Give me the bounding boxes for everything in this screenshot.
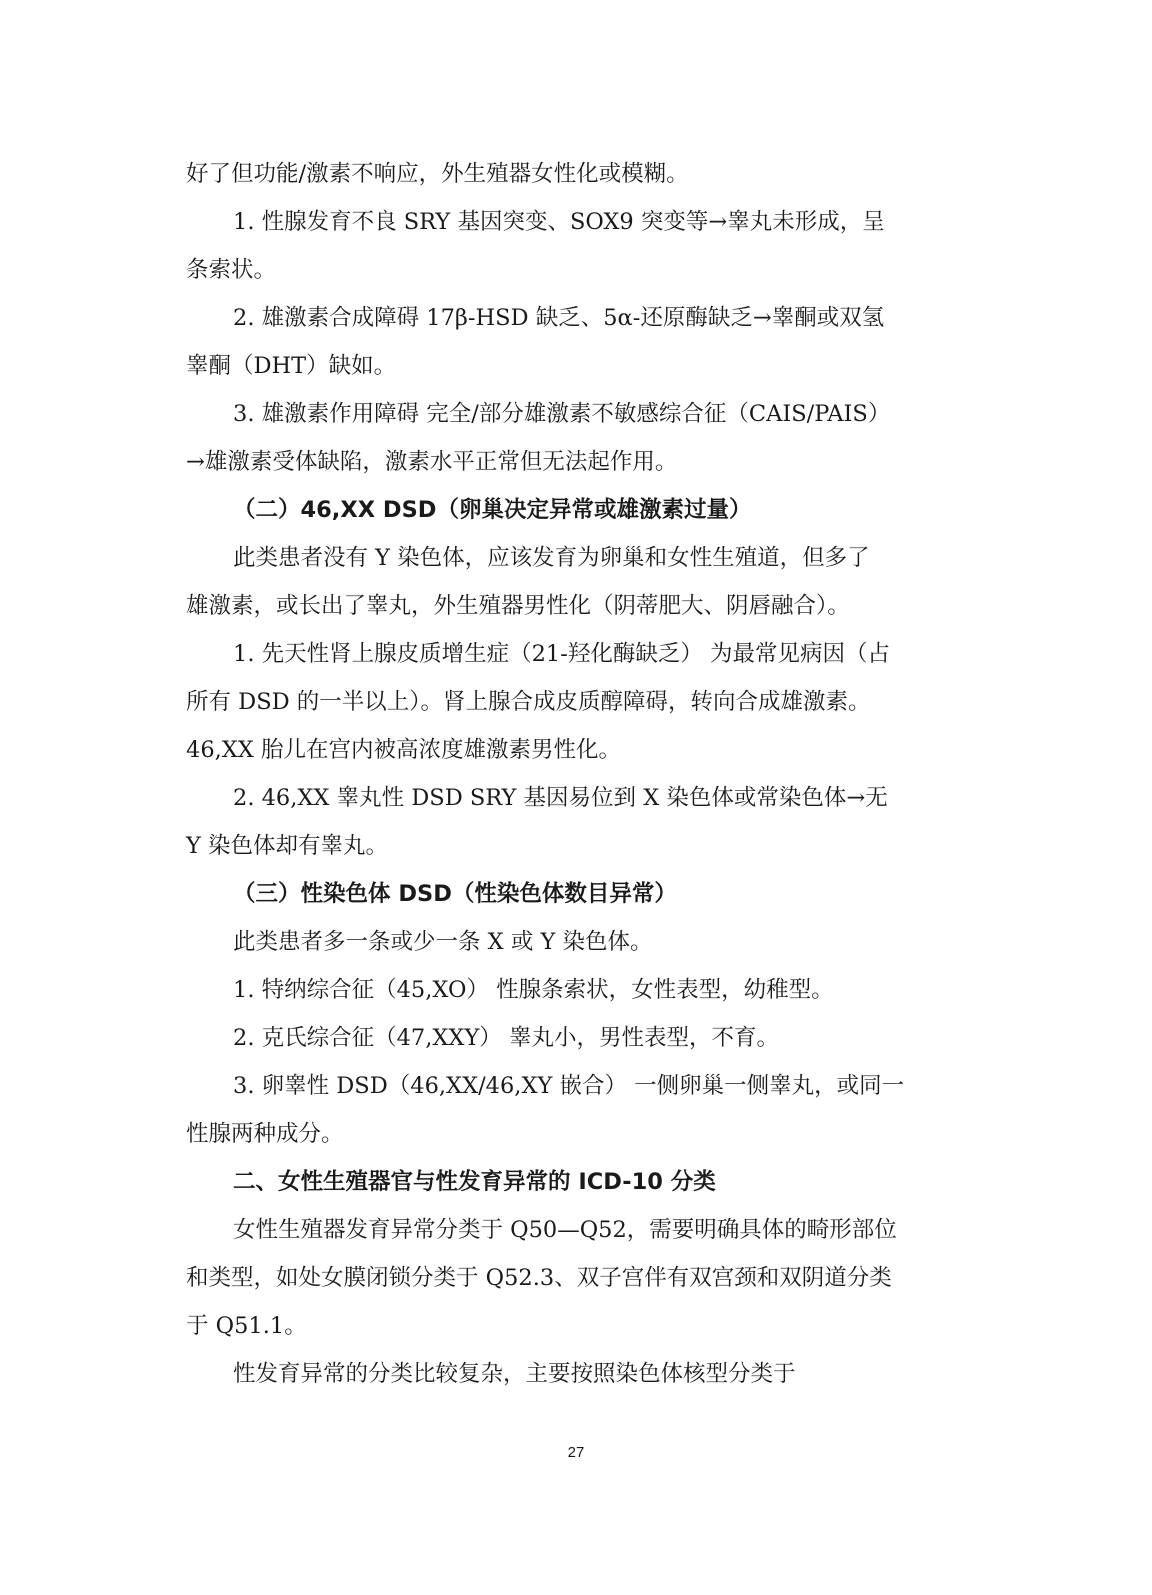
list-item-turner: 1. 特纳综合征（45,XO） 性腺条索状，女性表型，幼稚型。 xyxy=(233,977,834,1003)
section-heading-46xx-dsd: （二）46,XX DSD（卵巢决定异常或雄激素过量） xyxy=(233,497,752,523)
list-item-ovotesticular: 3. 卵睾性 DSD（46,XX/46,XY 嵌合） 一侧卵巢一侧睾丸，或同一 xyxy=(233,1073,905,1099)
list-item-gonadal-dysgenesis: 1. 性腺发育不良 SRY 基因突变、SOX9 突变等→睾丸未形成，呈 xyxy=(233,209,885,235)
page-number: 27 xyxy=(567,1444,585,1461)
paragraph-line: 睾酮（DHT）缺如。 xyxy=(186,353,397,379)
paragraph-line: 所有 DSD 的一半以上）。肾上腺合成皮质醇障碍，转向合成雄激素。 xyxy=(186,689,871,715)
paragraph-line: 性腺两种成分。 xyxy=(186,1121,344,1147)
paragraph-line: 雄激素，或长出了睾丸，外生殖器男性化（阴蒂肥大、阴唇融合）。 xyxy=(186,593,850,619)
paragraph-line: 和类型，如处女膜闭锁分类于 Q52.3、双子宫伴有双宫颈和双阴道分类 xyxy=(186,1265,892,1291)
section-heading-sex-chromosome-dsd: （三）性染色体 DSD（性染色体数目异常） xyxy=(233,881,677,907)
paragraph-line: 于 Q51.1。 xyxy=(186,1313,307,1339)
paragraph-line: →雄激素受体缺陷，激素水平正常但无法起作用。 xyxy=(186,449,678,475)
section-heading-icd10: 二、女性生殖器官与性发育异常的 ICD-10 分类 xyxy=(233,1169,716,1195)
paragraph-line: 性发育异常的分类比较复杂，主要按照染色体核型分类于 xyxy=(233,1361,796,1387)
paragraph-line: 女性生殖器发育异常分类于 Q50—Q52，需要明确具体的畸形部位 xyxy=(233,1217,897,1243)
document-body xyxy=(186,150,938,1398)
paragraph-line: Y 染色体却有睾丸。 xyxy=(186,833,389,859)
paragraph-line: 好了但功能/激素不响应，外生殖器女性化或模糊。 xyxy=(186,161,689,187)
paragraph-line: 条索状。 xyxy=(186,257,277,283)
paragraph-line: 此类患者多一条或少一条 X 或 Y 染色体。 xyxy=(233,929,653,955)
list-item-androgen-action: 3. 雄激素作用障碍 完全/部分雄激素不敏感综合征（CAIS/PAIS） xyxy=(233,401,891,427)
list-item-testicular-dsd: 2. 46,XX 睾丸性 DSD SRY 基因易位到 X 染色体或常染色体→无 xyxy=(233,785,888,811)
list-item-klinefelter: 2. 克氏综合征（47,XXY） 睾丸小，男性表型，不育。 xyxy=(233,1025,779,1051)
paragraph-line: 此类患者没有 Y 染色体，应该发育为卵巢和女性生殖道，但多了 xyxy=(233,545,870,571)
paragraph-line: 46,XX 胎儿在宫内被高浓度雄激素男性化。 xyxy=(186,737,621,763)
list-item-androgen-synthesis: 2. 雄激素合成障碍 17β-HSD 缺乏、5α-还原酶缺乏→睾酮或双氢 xyxy=(233,305,885,331)
list-item-cah: 1. 先天性肾上腺皮质增生症（21-羟化酶缺乏） 为最常见病因（占 xyxy=(233,641,891,667)
